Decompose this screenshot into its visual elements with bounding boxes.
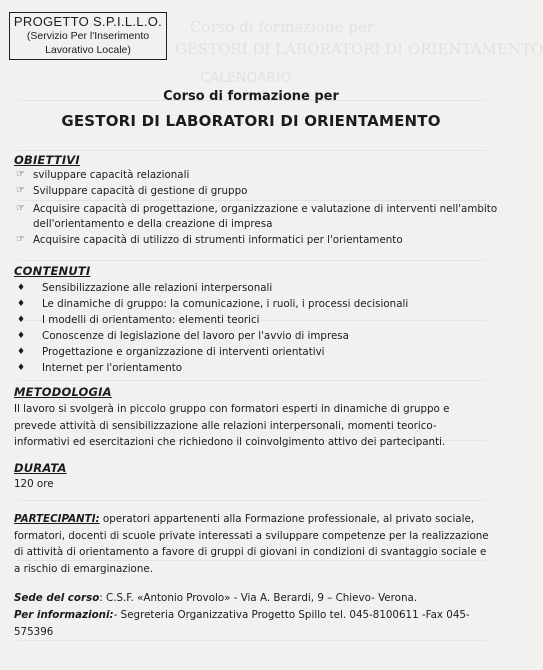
pointing-hand-icon: ☞ — [16, 234, 25, 245]
project-box — [9, 12, 167, 60]
contenuti-item: Conoscenze di legislazione del lavoro per l'avvio di impresa — [42, 330, 349, 342]
contenuti-item: Progettazione e organizzazione di interventi orientativi — [42, 346, 325, 358]
diamond-bullet-icon: ♦ — [17, 331, 26, 341]
obiettivi-item: sviluppare capacità relazionali — [33, 169, 190, 181]
obiettivi-item: Acquisire capacità di utilizzo di strumenti informatici per l'orientamento — [33, 234, 403, 246]
diamond-bullet-icon: ♦ — [17, 315, 26, 325]
durata-heading: DURATA — [14, 461, 67, 475]
course-title: GESTORI DI LABORATORI DI ORIENTAMENTO — [61, 112, 441, 130]
contenuti-item: Sensibilizzazione alle relazioni interpersonali — [42, 282, 273, 294]
partecipanti-paragraph — [14, 511, 490, 577]
obiettivi-heading: OBIETTIVI — [14, 153, 80, 167]
info-text: - Segreteria Organizzativa Progetto Spillo tel. 045-8100611 -Fax 045-575396 — [14, 609, 470, 638]
partecipanti-text: operatori appartenenti alla Formazione professionale, al privato sociale, formatori, docenti di scuole private interessati a sviluppare competenze per la realizzazione di attività di orientamento a favore di gruppi di giovani in condizioni di svantaggio sociale e a rischio di emarginazione. — [14, 513, 489, 575]
diamond-bullet-icon: ♦ — [17, 347, 26, 357]
metodologia-text: Il lavoro si svolgerà in piccolo gruppo con formatori esperti in dinamiche di gruppo e prevede attività di sensibilizzazione alle relazioni interpersonali, momenti teorico-informativi ed esercitazioni che richiedono il coinvolgimento attivo dei partecipanti. — [14, 403, 450, 448]
durata-value: 120 ore — [14, 478, 54, 490]
diamond-bullet-icon: ♦ — [17, 299, 26, 309]
diamond-bullet-icon: ♦ — [17, 283, 26, 293]
info-label: Per informazioni: — [14, 609, 114, 621]
pointing-hand-icon: ☞ — [16, 185, 25, 196]
info-paragraph — [14, 607, 490, 640]
diamond-bullet-icon: ♦ — [17, 363, 26, 373]
pointing-hand-icon: ☞ — [16, 169, 25, 180]
course-intro: Corso di formazione per — [163, 89, 339, 104]
sede-paragraph — [14, 590, 490, 607]
sede-label: Sede del corso — [14, 592, 100, 604]
project-title: PROGETTO S.P.I.L.L.O. — [13, 14, 163, 29]
metodologia-heading: METODOLOGIA — [14, 385, 112, 399]
project-subtitle-line1: (Servizio Per l'Inserimento — [26, 30, 150, 42]
contenuti-item: Le dinamiche di gruppo: la comunicazione, i ruoli, i processi decisionali — [42, 298, 409, 310]
partecipanti-label: PARTECIPANTI: — [14, 513, 100, 525]
contenuti-item: I modelli di orientamento: elementi teorici — [42, 314, 260, 326]
sede-text: : C.S.F. «Antonio Provolo» - Via A. Berardi, 9 – Chievo- Verona. — [99, 592, 418, 604]
obiettivi-item-continuation: dell'orientamento e della creazione di impresa — [33, 218, 273, 230]
obiettivi-item: Acquisire capacità di progettazione, organizzazione e valutazione di interventi nell'ambito — [33, 203, 498, 215]
flyer-page: Corso di formazione per GESTORI DI LABORATORI DI ORIENTAMENTO CALENDARIO PROGETTO S.P.I.L.L.O. (Servizio Per l'Inserimento Lavorativo Locale) Corso di formazione per GESTORI DI LABORATORI DI ORIENTAMENTO OBIETTIVI ☞ sviluppare capacità relazionali ☞ Sviluppare capacità di gestione di gruppo ☞ Acquisire capacità di progettazione, organizzazione e valutazione di interventi nell'ambito dell'orientamento e della creazione di impresa ☞ Acquisire capacità di utilizzo di strumenti informatici per l'orientamento CONTENUTI ♦ Sensibilizzazione alle relazioni interpersonali ♦ Le dinamiche di gruppo: la comunicazione, i ruoli, i processi decisionali ♦ I modelli di orientamento: elementi teorici ♦ Conoscenze di legislazione del lavoro per l'avvio di impresa ♦ Progettazione e organizzazione di interventi orientativi ♦ Internet per l'orientamento METODOLOGIA Il lavoro si svolgerà in piccolo gruppo con formatori esperti in dinamiche di gruppo e prevede attività di sensibilizzazione alle relazioni interpersonali, momenti teorico-informativi ed esercitazioni che richiedono il coinvolgimento attivo dei partecipanti. DURATA 120 ore PARTECIPANTI: operatori appartenenti alla Formazione professionale, al privato sociale, formatori, docenti di scuole private interessati a sviluppare competenze per la realizzazione di attività di orientamento a favore di gruppi di giovani in condizioni di svantaggio sociale e a rischio di emarginazione. Sede del corso: C.S.F. «Antonio Provolo» - Via A. Berardi, 9 – Chievo- Verona. Per informazioni:- Segreteria Organizzativa Progetto Spillo tel. 045-8100611 -Fax 045-575396 — [0, 0, 502, 670]
project-subtitle-line2: Lavorativo Locale) — [45, 44, 131, 56]
contenuti-heading: CONTENUTI — [14, 264, 91, 278]
obiettivi-item: Sviluppare capacità di gestione di gruppo — [33, 185, 248, 197]
pointing-hand-icon: ☞ — [16, 203, 25, 214]
contenuti-item: Internet per l'orientamento — [42, 362, 183, 374]
